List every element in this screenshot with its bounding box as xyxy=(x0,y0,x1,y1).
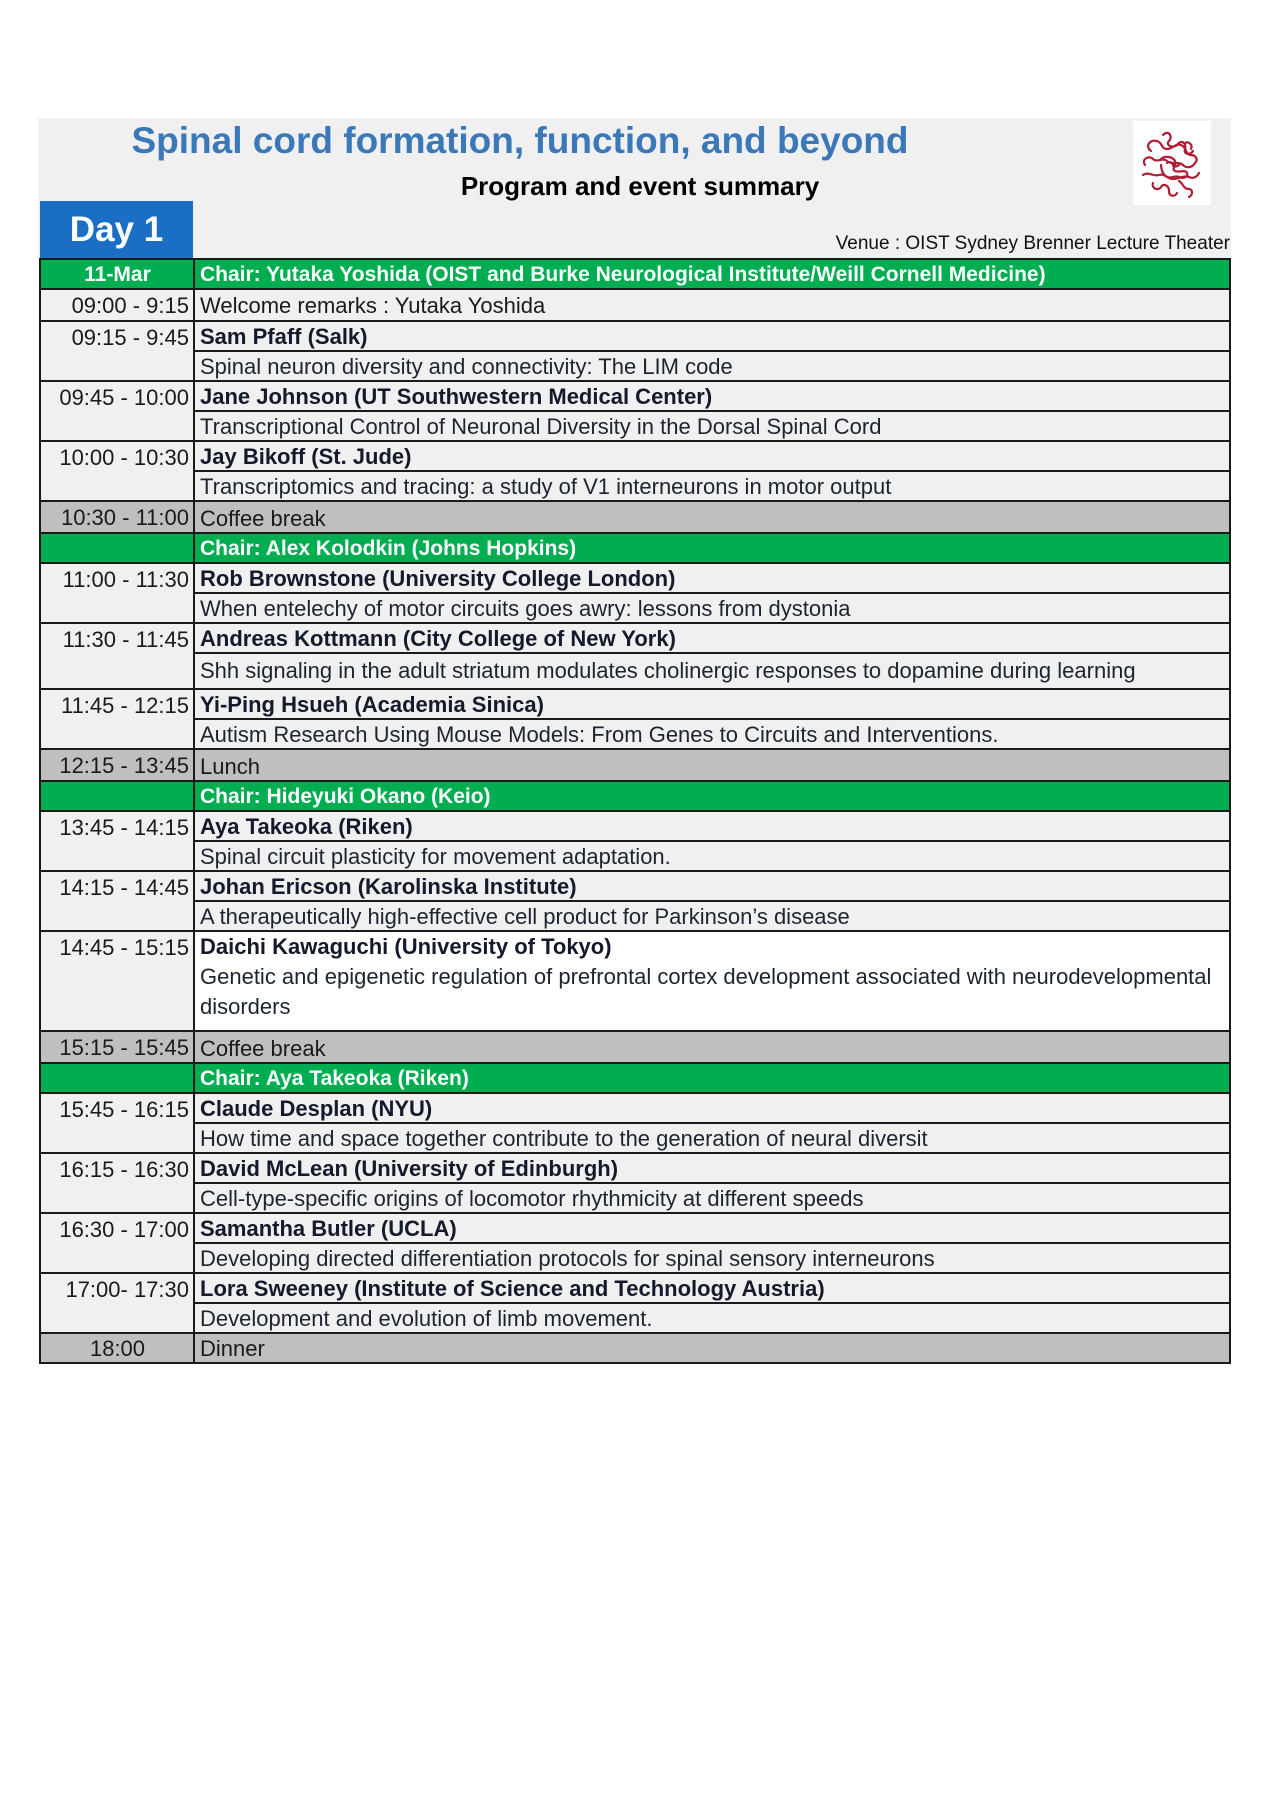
speaker-name: Daichi Kawaguchi (University of Tokyo) xyxy=(194,931,1230,960)
schedule-table xyxy=(39,258,1231,1364)
table-row xyxy=(40,593,1230,623)
talk-title: Genetic and epigenetic regulation of prefrontal cortex development associated with neurodevelopmental disorders xyxy=(194,960,1230,1031)
table-row xyxy=(40,901,1230,931)
speaker-name: Claude Desplan (NYU) xyxy=(194,1093,1230,1123)
table-row xyxy=(40,931,1230,960)
talk-title: Spinal neuron diversity and connectivity: The LIM code xyxy=(194,351,1230,381)
table-row xyxy=(40,471,1230,501)
talk-title: A therapeutically high-effective cell product for Parkinson’s disease xyxy=(194,901,1230,931)
chair-row xyxy=(40,781,1230,811)
table-row xyxy=(40,1243,1230,1273)
table-row xyxy=(40,623,1230,653)
time-cell: 15:45 - 16:15 xyxy=(40,1093,194,1153)
time-cell: 17:00- 17:30 xyxy=(40,1273,194,1333)
table-row xyxy=(40,1153,1230,1183)
table-row xyxy=(40,1093,1230,1123)
page-title: Spinal cord formation, function, and beyond xyxy=(131,120,909,161)
talk-title: Developing directed differentiation protocols for spinal sensory interneurons xyxy=(194,1243,1230,1273)
speaker-name: Rob Brownstone (University College London) xyxy=(194,563,1230,593)
time-cell: 15:15 - 15:45 xyxy=(40,1031,194,1063)
talk-title: Transcriptional Control of Neuronal Diversity in the Dorsal Spinal Cord xyxy=(194,411,1230,441)
table-row xyxy=(40,563,1230,593)
speaker-name: Lora Sweeney (Institute of Science and Technology Austria) xyxy=(194,1273,1230,1303)
chair-label: Chair: Aya Takeoka (Riken) xyxy=(194,1063,1230,1093)
time-cell: 09:45 - 10:00 xyxy=(40,381,194,441)
table-row xyxy=(40,289,1230,321)
time-cell: 11:45 - 12:15 xyxy=(40,689,194,749)
time-cell: 14:15 - 14:45 xyxy=(40,871,194,931)
break-label: Dinner xyxy=(194,1333,1230,1363)
time-cell: 10:00 - 10:30 xyxy=(40,441,194,501)
day-badge: Day 1 xyxy=(40,201,193,258)
chair-row xyxy=(40,259,1230,289)
break-row xyxy=(40,501,1230,533)
table-row xyxy=(40,351,1230,381)
time-cell: 11:30 - 11:45 xyxy=(40,623,194,689)
time-cell: 13:45 - 14:15 xyxy=(40,811,194,871)
break-label: Coffee break xyxy=(194,1031,1230,1063)
table-row xyxy=(40,411,1230,441)
speaker-name: Aya Takeoka (Riken) xyxy=(194,811,1230,841)
talk-title: Spinal circuit plasticity for movement adaptation. xyxy=(194,841,1230,871)
table-row xyxy=(40,653,1230,689)
talk-title: When entelechy of motor circuits goes awry: lessons from dystonia xyxy=(194,593,1230,623)
time-cell: 12:15 - 13:45 xyxy=(40,749,194,781)
speaker-name: David McLean (University of Edinburgh) xyxy=(194,1153,1230,1183)
chair-row xyxy=(40,1063,1230,1093)
speaker-name: Yi-Ping Hsueh (Academia Sinica) xyxy=(194,689,1230,719)
table-row xyxy=(40,1123,1230,1153)
speaker-name: Jay Bikoff (St. Jude) xyxy=(194,441,1230,471)
oist-logo-icon xyxy=(1133,121,1211,205)
talk-title: Shh signaling in the adult striatum modulates cholinergic responses to dopamine during learning xyxy=(194,653,1230,689)
table-row xyxy=(40,871,1230,901)
time-cell: 18:00 xyxy=(40,1333,194,1363)
venue-label: Venue : OIST Sydney Brenner Lecture Theater xyxy=(835,233,1230,254)
time-cell: 16:15 - 16:30 xyxy=(40,1153,194,1213)
event-text: Welcome remarks : Yutaka Yoshida xyxy=(194,289,1230,321)
table-row xyxy=(40,689,1230,719)
break-row xyxy=(40,749,1230,781)
talk-title: Autism Research Using Mouse Models: From Genes to Circuits and Interventions. xyxy=(194,719,1230,749)
table-row xyxy=(40,441,1230,471)
chair-label: Chair: Alex Kolodkin (Johns Hopkins) xyxy=(194,533,1230,563)
speaker-name: Andreas Kottmann (City College of New York) xyxy=(194,623,1230,653)
talk-title: Development and evolution of limb movement. xyxy=(194,1303,1230,1333)
break-row xyxy=(40,1333,1230,1363)
table-row xyxy=(40,841,1230,871)
speaker-name: Sam Pfaff (Salk) xyxy=(194,321,1230,351)
table-row xyxy=(40,811,1230,841)
date-cell-empty xyxy=(40,1063,194,1093)
talk-title: Cell-type-specific origins of locomotor rhythmicity at different speeds xyxy=(194,1183,1230,1213)
date-cell-empty xyxy=(40,533,194,563)
date-cell-empty xyxy=(40,781,194,811)
time-cell: 11:00 - 11:30 xyxy=(40,563,194,623)
break-row xyxy=(40,1031,1230,1063)
break-label: Lunch xyxy=(194,749,1230,781)
table-row xyxy=(40,719,1230,749)
chair-row xyxy=(40,533,1230,563)
talk-title: How time and space together contribute to the generation of neural diversit xyxy=(194,1123,1230,1153)
table-row xyxy=(40,381,1230,411)
table-row xyxy=(40,1273,1230,1303)
speaker-name: Samantha Butler (UCLA) xyxy=(194,1213,1230,1243)
table-row xyxy=(40,1303,1230,1333)
break-label: Coffee break xyxy=(194,501,1230,533)
table-row xyxy=(40,960,1230,1031)
time-cell: 14:45 - 15:15 xyxy=(40,931,194,1031)
speaker-name: Jane Johnson (UT Southwestern Medical Center) xyxy=(194,381,1230,411)
time-cell: 09:15 - 9:45 xyxy=(40,321,194,381)
chair-label: Chair: Yutaka Yoshida (OIST and Burke Neurological Institute/Weill Cornell Medicine) xyxy=(194,259,1230,289)
speaker-name: Johan Ericson (Karolinska Institute) xyxy=(194,871,1230,901)
time-cell: 09:00 - 9:15 xyxy=(40,289,194,321)
time-cell: 10:30 - 11:00 xyxy=(40,501,194,533)
table-row xyxy=(40,321,1230,351)
table-row xyxy=(40,1213,1230,1243)
chair-label: Chair: Hideyuki Okano (Keio) xyxy=(194,781,1230,811)
date-cell: 11-Mar xyxy=(40,259,194,289)
table-row xyxy=(40,1183,1230,1213)
page-subtitle: Program and event summary xyxy=(460,171,820,201)
talk-title: Transcriptomics and tracing: a study of V1 interneurons in motor output xyxy=(194,471,1230,501)
time-cell: 16:30 - 17:00 xyxy=(40,1213,194,1273)
